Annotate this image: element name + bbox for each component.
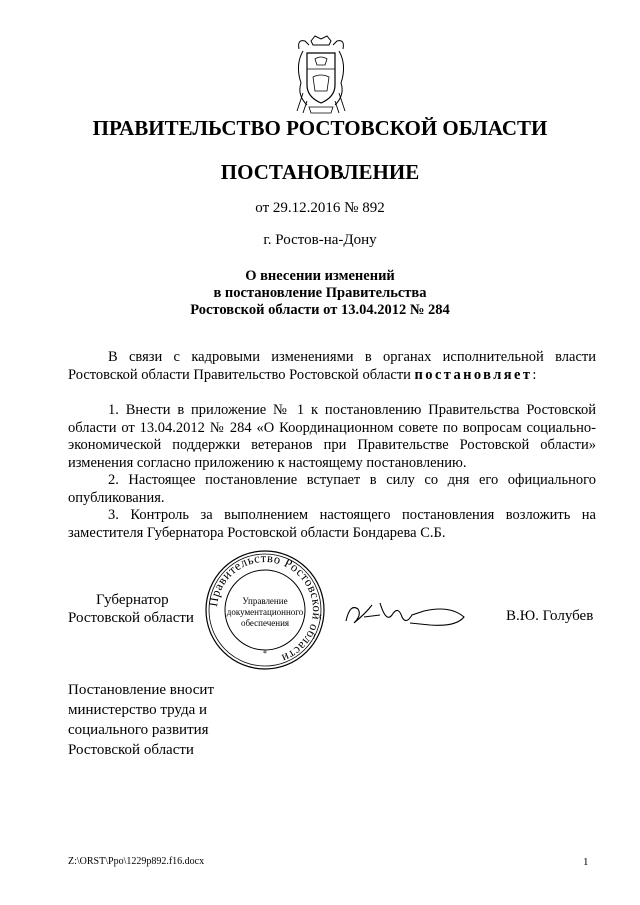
stamp-inner-line: обеспечения xyxy=(240,618,290,628)
subject-line: О внесении изменений xyxy=(245,268,395,284)
signatory-name: В.Ю. Голубев xyxy=(506,608,594,624)
resolution-items xyxy=(68,402,596,542)
resolution-item: 2. Настоящее постановление вступает в силу со дня его официального опубликования. xyxy=(68,472,596,506)
footer-file-path: Z:\ORST\Ppo\1229p892.f16.docx xyxy=(68,856,205,867)
resolution-item: 1. Внести в приложение № 1 к постановлению Правительства Ростовской области от 13.04.2012 № 284 «О Координационном совете по вопросам социально-экономической поддержки ветеранов при Правительстве Ростовской области» изменения согласно приложению к настоящему постановлению. xyxy=(68,402,596,471)
official-stamp xyxy=(203,548,327,672)
city-line: г. Ростов-на-Дону xyxy=(263,232,377,248)
document-subject xyxy=(0,268,640,319)
date-number-line: от 29.12.2016 № 892 xyxy=(255,200,385,216)
subject-line: в постановление Правительства xyxy=(213,285,427,301)
coat-of-arms-icon xyxy=(293,35,349,115)
svg-text:*: * xyxy=(263,649,267,658)
stamp-inner-line: документационного xyxy=(226,607,304,617)
handwritten-signature xyxy=(340,595,470,635)
page-number: 1 xyxy=(583,856,589,868)
stamp-ring-text: Правительство Ростовской области xyxy=(205,550,325,666)
document-type-title: ПОСТАНОВЛЕНИЕ xyxy=(220,160,420,184)
intro-paragraph: В связи с кадровыми изменениями в органах исполнительной власти Ростовской области Правительство Ростовской области постановляет: xyxy=(68,349,596,383)
organization-title: ПРАВИТЕЛЬСТВО РОСТОВСКОЙ ОБЛАСТИ xyxy=(92,116,548,140)
resolves-word: постановляет xyxy=(414,366,533,383)
signatory-title: Губернатор Ростовской области xyxy=(68,592,194,626)
resolution-item: 3. Контроль за выполнением настоящего постановления возложить на заместителя Губернатора Ростовской области Бондарева С.Б. xyxy=(68,507,596,541)
submitter-note: Постановление вносит министерство труда и социального развития Ростовской области xyxy=(68,682,215,758)
subject-line: Ростовской области от 13.04.2012 № 284 xyxy=(190,302,450,318)
stamp-inner-line: Управление xyxy=(242,596,288,606)
